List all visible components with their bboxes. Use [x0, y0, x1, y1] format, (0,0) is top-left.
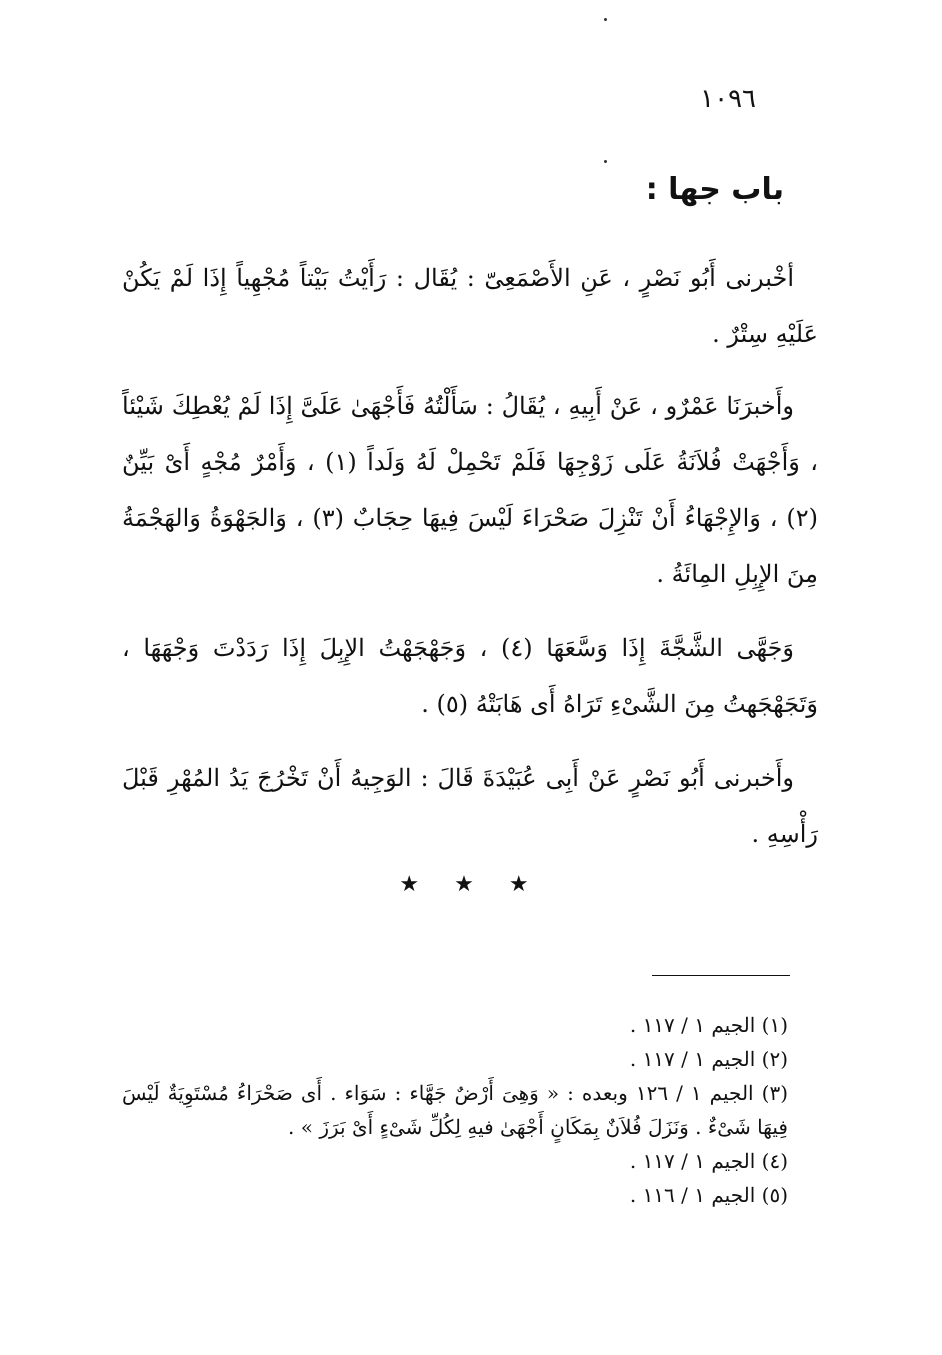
footnote-2: (٢) الجيم ١ / ١١٧ . [629, 1047, 788, 1071]
scan-speck [604, 18, 607, 21]
section-heading: باب جها : [645, 172, 784, 207]
footnote-5: (٥) الجيم ١ / ١١٦ . [629, 1183, 788, 1207]
footnotes [122, 1008, 812, 1212]
paragraph-1: أخْبرنى أَبُو نَصْرٍ ، عَنِ الأَصْمَعِىّ : يُقَال : رَأَيْتُ بَيْتاً مُجْهِياً إِذَا لَمْ يَكُنْ عَلَيْهِ سِتْرٌ . [122, 264, 818, 348]
paragraph-3: وَجَهَّى الشَّجَّةَ إِذَا وَسَّعَهَا (٤) ، وَجَهْجَهْتُ الإِبِلَ إِذَا رَدَدْتَ وَجْهَهَا ، وَتَجَهْجَهتُ مِنَ الشَّىْءِ تَرَاهُ أَى هَابَتْهُ (٥) . [122, 634, 818, 718]
footnote-separator [652, 975, 790, 976]
section-divider-stars: ★ ★ ★ [399, 872, 543, 897]
scan-speck [604, 160, 607, 163]
footnote-4: (٤) الجيم ١ / ١١٧ . [629, 1149, 788, 1173]
footnote-3: (٣) الجيم ١ / ١٢٦ وبعده : « وَهِىَ أَرْضٌ جَهَّاء : سَوَاء . أَى صَحْرَاءُ مُسْتَوِيَةٌ لَيْسَ فِيهَا شَىْءٌ . وَنَزَلَ فُلاَنٌ بِمَكَانٍ أَجْهَىٰ فيهِ لِكُلِّ شَىْءٍ أَىْ بَرَزَ » . [122, 1081, 788, 1139]
footnote-1: (١) الجيم ١ / ١١٧ . [629, 1013, 788, 1037]
page-number: ١٠٩٦ [700, 84, 756, 114]
body-text [122, 250, 818, 880]
paragraph-2: وأَخبرَنَا عَمْرٌو ، عَنْ أَبِيهِ ، يُقَالُ : سَأَلْتُهُ فَأَجْهَىٰ عَلَىَّ إِذَا لَمْ يُعْطِكَ شَيْئاً ، وَأَجْهَتْ فُلاَنَةُ عَلَى زَوْجِهَا فَلَمْ تَحْمِلْ لَهُ وَلَداً (١) ، وَأَمْرٌ مُجْهٍ أَىْ بَيِّنٌ (٢) ، وَالإِجْهَاءُ أَنْ تَنْزِلَ صَحْرَاءَ لَيْسَ فِيهَا حِجَابٌ (٣) ، وَالجَهْوَةُ وَالهَجْمَةُ مِنَ الإِبِلِ المِائَةُ . [122, 392, 819, 588]
paragraph-4: وأَخبرنى أَبُو نَصْرٍ عَنْ أَبِى عُبَيْدَةَ قَالَ : الوَجِيهُ أَنْ تَخْرُجَ يَدُ المُهْرِ قَبْلَ رَأْسِهِ . [122, 764, 818, 848]
